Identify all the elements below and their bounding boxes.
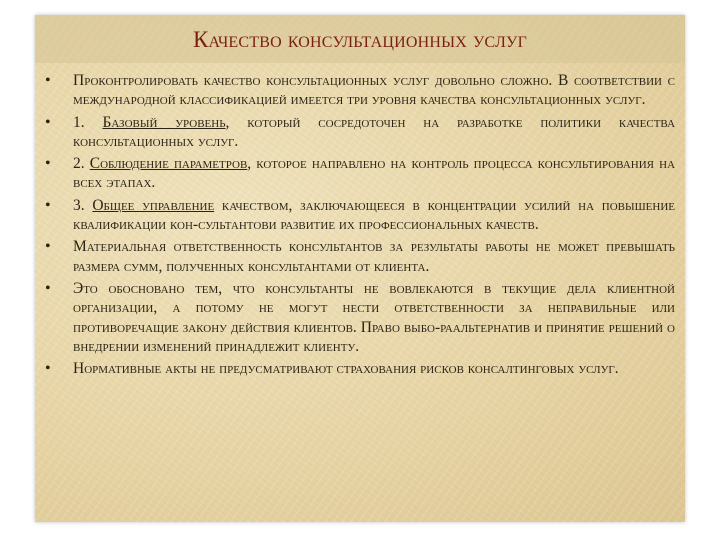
item-text: Материальная ответственность консультантов за результаты работы не может превышать размера сумм, полученных консультантами от клиента. — [73, 238, 675, 275]
slide — [35, 15, 685, 522]
item-text: Это обосновано тем, что консультанты не вовлекаются в текущие дела клиентной организации, а потому не могут нести ответственности за неправильные или противоречащие закону действия клиентов. Право выбо-раальтернатив и принятие решений о внедрении изменений принадлежит клиенту. — [73, 279, 675, 355]
item-text: Проконтролировать качество консультационных услуг довольно сложно. В соответствии с международной классификацией имеется три уровня качества консультационных услуг. — [73, 72, 675, 109]
item-term: Общее управление — [92, 196, 215, 214]
bullet-icon: • — [45, 279, 51, 297]
list-item — [43, 359, 675, 378]
bullet-icon: • — [45, 196, 51, 214]
list-item — [43, 279, 675, 356]
bullet-icon: • — [45, 72, 51, 89]
bullet-icon: • — [45, 113, 51, 131]
item-number: 1. — [73, 113, 103, 131]
list-item — [43, 237, 675, 276]
slide-title: Качество консультационных услуг — [192, 27, 528, 52]
item-text: , который сосредоточен на разработке политики качества консультационных услуг. — [73, 113, 676, 150]
item-number: 2. — [73, 155, 90, 173]
list-item — [43, 154, 675, 193]
item-text: качеством, заключающееся в концентрации усилий на повышение квалификации кон-сультантови развитие их профессиональных качеств. — [73, 196, 675, 234]
bullet-icon: • — [45, 155, 51, 173]
bullet-icon: • — [45, 360, 51, 378]
bullet-icon: • — [45, 238, 51, 256]
list-item — [43, 71, 675, 110]
item-text: , которое направлено на контроль процесса консультирования на всех этапах. — [73, 155, 676, 192]
bullet-list — [43, 71, 675, 381]
item-term: Базовый уровень — [102, 113, 226, 131]
item-text: Нормативные акты не предусматривают страхования рисков консалтинговых услуг. — [73, 360, 619, 378]
item-number: 3. — [73, 196, 93, 214]
list-item — [43, 113, 675, 152]
item-term: Соблюдение параметров — [89, 155, 248, 173]
list-item — [43, 196, 675, 235]
